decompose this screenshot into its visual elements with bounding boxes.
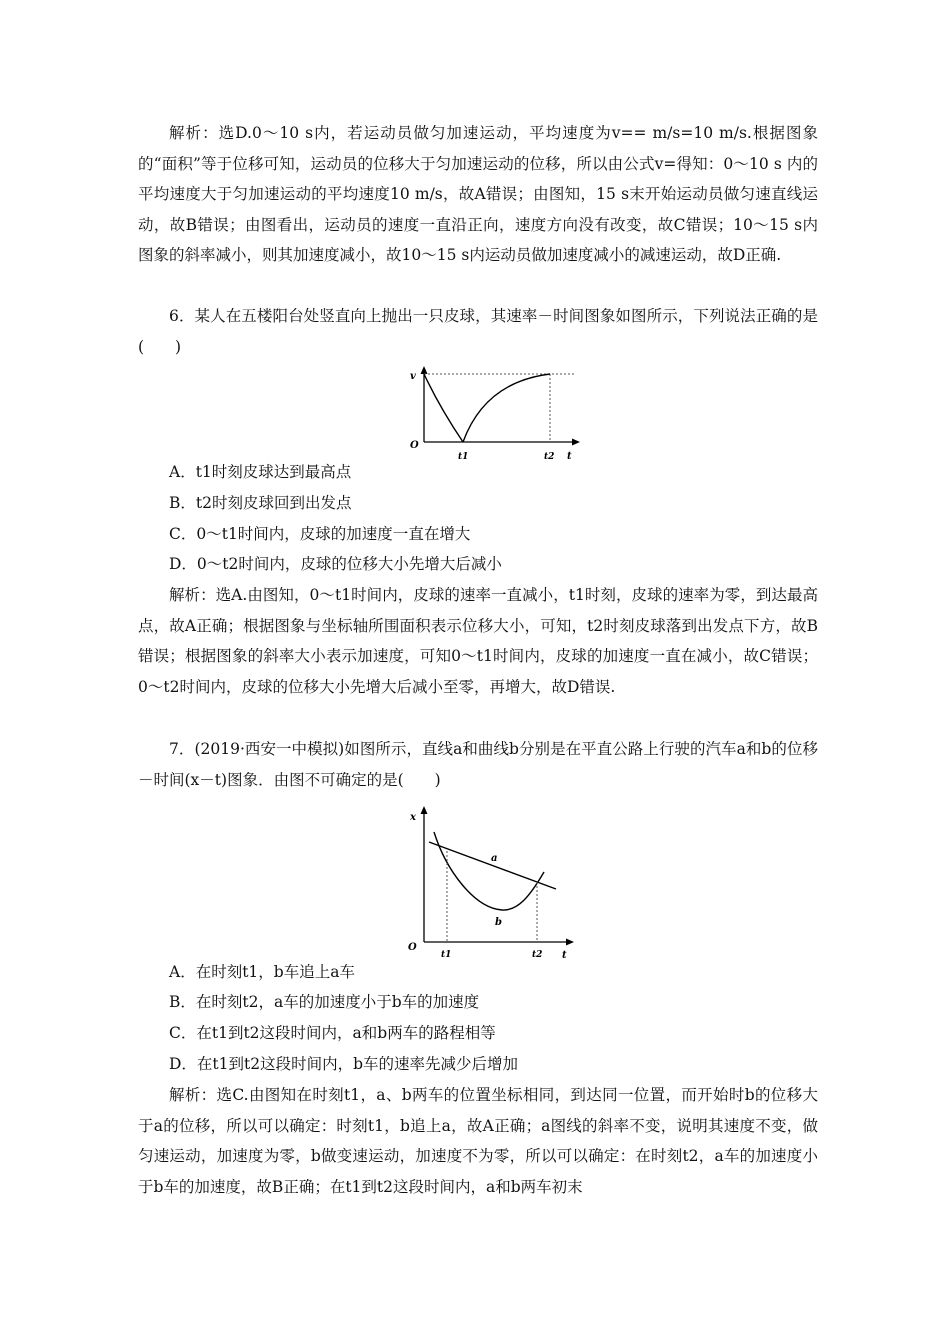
question-7-option-a: A．在时刻t1，b车追上a车 bbox=[169, 963, 355, 981]
v-axis-label: v bbox=[410, 371, 416, 382]
t-axis-label: t bbox=[567, 451, 572, 462]
t1-label: t1 bbox=[441, 950, 452, 960]
question-7-option-b: B．在时刻t2，a车的加速度小于b车的加速度 bbox=[169, 993, 480, 1011]
question-6-option-a: A．t1时刻皮球达到最高点 bbox=[169, 463, 352, 481]
question-7-option-d: D．在t1到t2这段时间内，b车的速率先减少后增加 bbox=[169, 1055, 519, 1073]
question-6-speed-time-graph bbox=[390, 366, 590, 462]
question-7-option-c: C．在t1到t2这段时间内，a和b两车的路程相等 bbox=[169, 1024, 496, 1042]
t1-label: t1 bbox=[458, 452, 469, 462]
x-axis-label: x bbox=[410, 812, 416, 823]
question-7-position-time-graph bbox=[402, 798, 582, 962]
question-7-analysis: 解析：选C.由图知在时刻t1，a、b两车的位置坐标相同，到达同一位置，而开始时b的位移大于a的位移，所以可以确定：时刻t1，b追上a，故A正确；a图线的斜率不变，说明其速度不变，做匀速运动，加速度为零，b做变速运动，加速度不为零，所以可以确定：在时刻t2，a车的加速度小于b车的加速度，故B正确；在t1到t2这段时间内，a和b两车初末 bbox=[138, 1086, 818, 1196]
curve-b-label: b bbox=[495, 917, 502, 928]
question-6-stem: 6．某人在五楼阳台处竖直向上抛出一只皮球，其速率－时间图象如图所示，下列说法正确的是( ) bbox=[138, 307, 818, 356]
origin-label: O bbox=[408, 942, 417, 953]
question-7-stem: 7．(2019·西安一中模拟)如图所示，直线a和曲线b分别是在平直公路上行驶的汽车a和b的位移－时间(x－t)图象．由图不可确定的是( ) bbox=[138, 740, 818, 789]
origin-label: O bbox=[410, 440, 419, 451]
question-6-analysis: 解析：选A.由图知，0～t1时间内，皮球的速率一直减小，t1时刻，皮球的速率为零，到达最高点，故A正确；根据图象与坐标轴所围面积表示位移大小，可知，t2时刻皮球落到出发点下方，故B错误；根据图象的斜率大小表示加速度，可知0～t1时间内，皮球的加速度一直在减小，故C错误；0～t2时间内，皮球的位移大小先增大后减小至零，再增大，故D错误. bbox=[138, 586, 818, 696]
t2-label: t2 bbox=[544, 452, 555, 462]
question-6-option-b: B．t2时刻皮球回到出发点 bbox=[169, 494, 352, 512]
previous-question-analysis: 解析：选D.0～10 s内，若运动员做匀加速运动，平均速度为v== m/s=10 m/s.根据图象的“面积”等于位移可知，运动员的位移大于匀加速运动的位移，所以由公式v=得知：0～10 s 内的平均速度大于匀加速运动的平均速度10 m/s，故A错误；由图知，15 s末开始运动员做匀速直线运动，故B错误；由图看出，运动员的速度一直沿正向，速度方向没有改变，故C错误；10～15 s内图象的斜率减小，则其加速度减小，故10～15 s内运动员做加速度减小的减速运动，故D正确. bbox=[138, 124, 818, 265]
t-axis-label: t bbox=[562, 950, 567, 961]
question-6-option-d: D．0～t2时间内，皮球的位移大小先增大后减小 bbox=[169, 555, 502, 573]
t2-label: t2 bbox=[532, 950, 543, 960]
line-a-label: a bbox=[491, 853, 498, 864]
question-6-option-c: C．0～t1时间内，皮球的加速度一直在增大 bbox=[169, 525, 471, 543]
